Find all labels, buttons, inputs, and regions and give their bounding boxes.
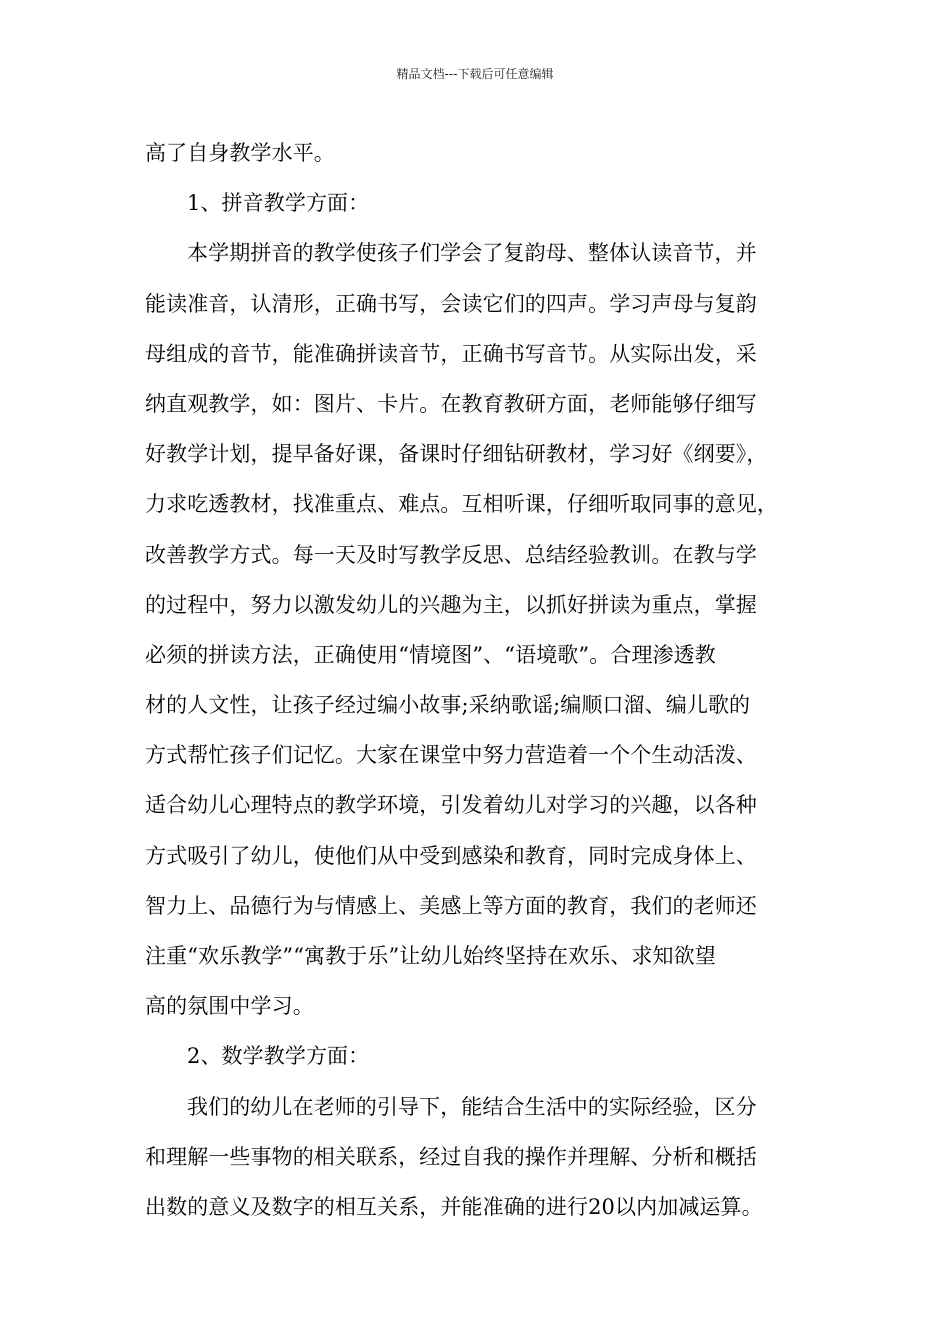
text-line: 力求吃透教材，找准重点、难点。互相听课，仔细听取同事的意见， (145, 492, 778, 517)
section-heading-pinyin: 1、拼音教学方面： (187, 191, 370, 216)
text-line: 本学期拼音的教学使孩子们学会了复韵母、整体认读音节，并 (187, 241, 757, 266)
text-line: 的过程中，努力以激发幼儿的兴趣为主，以抓好拼读为重点，掌握 (145, 592, 757, 617)
page-header: 精品文档---下载后可任意编辑 (396, 67, 554, 81)
text-line: 材的人文性，让孩子经过编小故事;采纳歌谣;编顺口溜、编儿歌的 (145, 693, 751, 718)
text-line: 适合幼儿心理特点的教学环境，引发着幼儿对学习的兴趣，以各种 (145, 793, 757, 818)
text-line: 好教学计划，提早备好课，备课时仔细钻研教材，学习好《纲要》， (145, 442, 768, 467)
section-heading-math: 2、数学教学方面： (187, 1044, 370, 1069)
text-line: 母组成的音节，能准确拼读音节，正确书写音节。从实际出发，采 (145, 341, 757, 366)
text-line: 方式吸引了幼儿，使他们从中受到感染和教育，同时完成身体上、 (145, 843, 757, 868)
text-line: 能读准音，认清形，正确书写，会读它们的四声。学习声母与复韵 (145, 291, 757, 316)
text-line: 注重“欢乐教学”“寓教于乐”让幼儿始终坚持在欢乐、求知欲望 (145, 944, 716, 968)
text-line: 必须的拼读方法，正确使用“情境图”、“语境歌”。合理渗透教 (145, 642, 716, 667)
text-line: 出数的意义及数字的相互关系，并能准确的进行20以内加减运算。 (145, 1194, 763, 1219)
text-line: 方式帮忙孩子们记忆。大家在课堂中努力营造着一个个生动活泼、 (145, 743, 757, 768)
document-body (145, 128, 810, 1232)
text-line: 高的氛围中学习。 (145, 994, 314, 1019)
text-line: 高了自身教学水平。 (145, 141, 335, 165)
text-line: 纳直观教学，如：图片、卡片。在教育教研方面，老师能够仔细写 (145, 391, 757, 416)
text-line: 我们的幼儿在老师的引导下，能结合生活中的实际经验，区分 (187, 1094, 757, 1119)
text-line: 改善教学方式。每一天及时写教学反思、总结经验教训。在教与学 (145, 542, 757, 567)
text-line: 和理解一些事物的相关联系，经过自我的操作并理解、分析和概括 (145, 1144, 757, 1169)
text-line: 智力上、品德行为与情感上、美感上等方面的教育，我们的老师还 (145, 893, 757, 918)
